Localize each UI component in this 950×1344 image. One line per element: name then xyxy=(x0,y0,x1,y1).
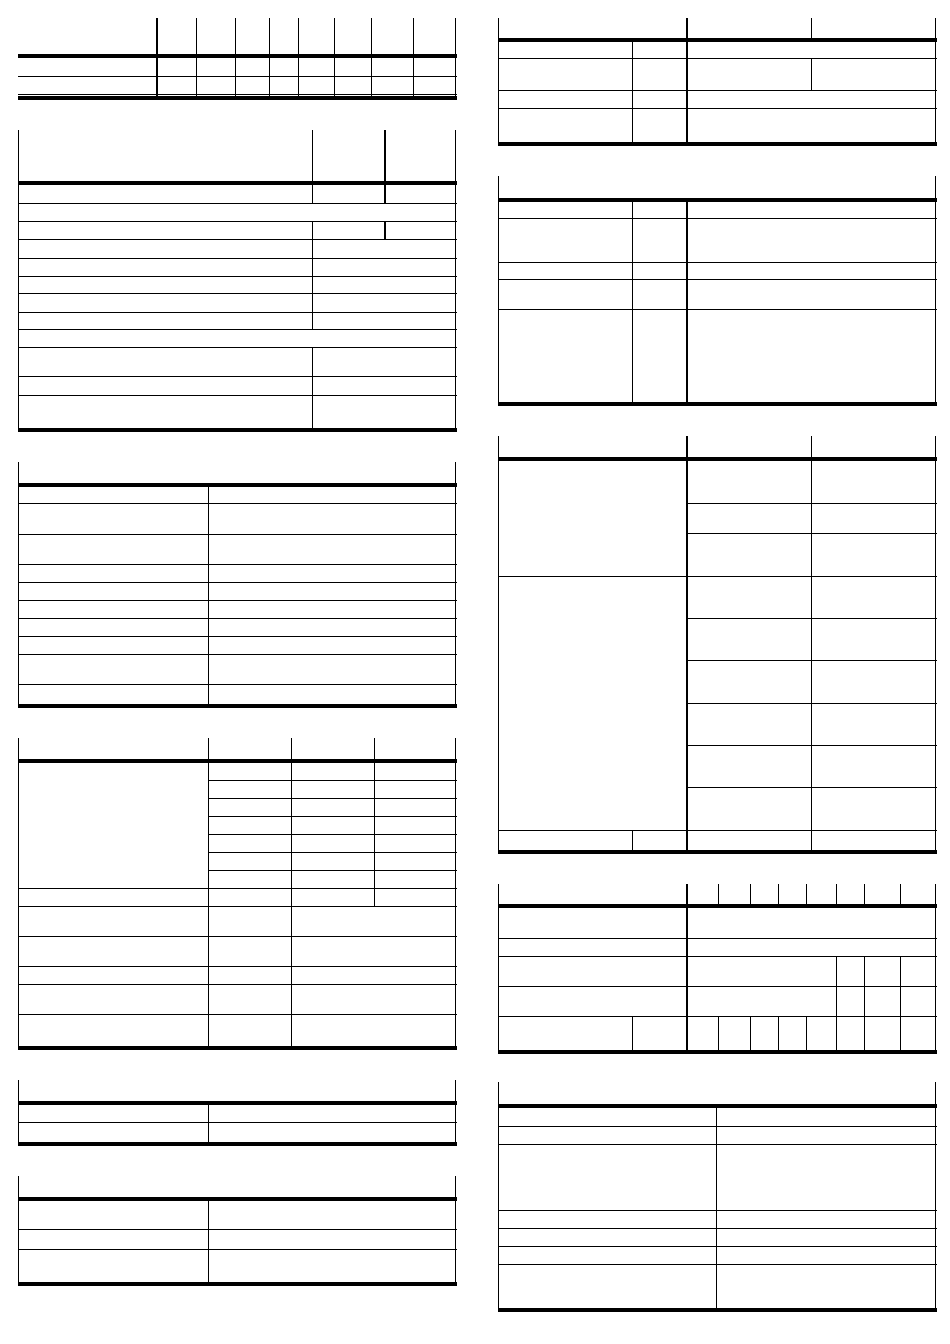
table-6 xyxy=(18,1176,457,1286)
table-7 xyxy=(498,18,937,146)
table-5 xyxy=(18,1080,457,1146)
table-2 xyxy=(18,130,457,432)
table-8 xyxy=(498,176,937,406)
table-11 xyxy=(498,1082,937,1312)
table-9 xyxy=(498,436,937,854)
table-10 xyxy=(498,884,937,1054)
table-1 xyxy=(18,18,457,100)
table-4 xyxy=(18,738,457,1050)
table-3 xyxy=(18,462,457,708)
